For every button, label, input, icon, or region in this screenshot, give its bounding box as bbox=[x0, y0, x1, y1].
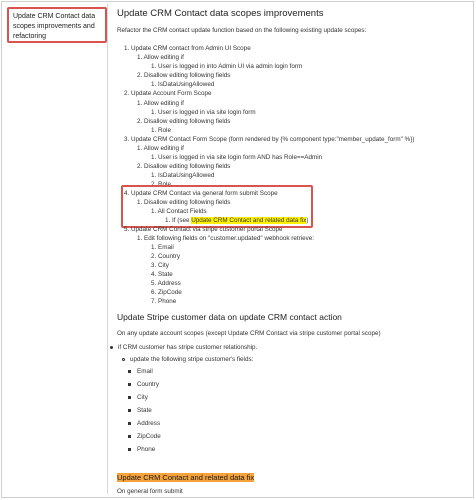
field-item: Country bbox=[128, 381, 159, 388]
field-item: Phone bbox=[128, 446, 155, 453]
list-item: 2. Disallow editing following fields bbox=[137, 118, 231, 125]
list-item: 3. Update CRM Contact Form Scope (form rendered by {% component type:"member_update_form" %}) bbox=[124, 136, 415, 143]
list-item: 4. Update CRM Contact via general form submit Scope bbox=[124, 190, 278, 197]
list-item: 2. Disallow editing following fields bbox=[137, 163, 231, 170]
list-item: 2. Disallow editing following fields bbox=[137, 72, 231, 79]
bullet-square-icon bbox=[128, 435, 131, 438]
section-title: Update Stripe customer data on update CRM contact action bbox=[117, 312, 342, 322]
sidebar-item-crm-scopes[interactable] bbox=[7, 7, 107, 43]
list-item: 1. User is logged in into Admin UI via admin login form bbox=[151, 63, 303, 70]
list-item: 3. City bbox=[151, 262, 169, 269]
field-item: Email bbox=[128, 368, 153, 375]
section-intro: On general form submit bbox=[117, 488, 183, 495]
list-item: 2. Role bbox=[151, 181, 171, 188]
list-item: 6. ZipCode bbox=[151, 289, 182, 296]
highlighted-link[interactable]: Update CRM Contact and related data fix bbox=[191, 217, 307, 224]
section-intro: On any update account scopes (except Update CRM Contact via stripe customer portal scope) bbox=[117, 330, 381, 337]
list-item: 1. All Contact Fields bbox=[151, 208, 207, 215]
list-item: 1. Update CRM contact from Admin UI Scope bbox=[124, 45, 251, 52]
section-title-text: Update CRM Contact and related data fix bbox=[117, 473, 255, 482]
section-title bbox=[117, 473, 254, 482]
bullet-item bbox=[122, 356, 253, 363]
bullet-dot-icon bbox=[110, 346, 113, 349]
list-item: 2. Update Account Form Scope bbox=[124, 90, 212, 97]
bullet-square-icon bbox=[128, 409, 131, 412]
list-item: 1. IsDataUsingAllowed bbox=[151, 172, 215, 179]
sidebar-item-label: Update CRM Contact data scopes improvements and refactoring bbox=[13, 13, 96, 40]
annotation-box bbox=[121, 185, 313, 228]
bullet-text: if CRM customer has stripe customer relationship. bbox=[118, 344, 258, 351]
field-item: City bbox=[128, 394, 148, 401]
list-item: 4. State bbox=[151, 271, 173, 278]
list-item: 1. Allow editing if bbox=[137, 145, 184, 152]
sidebar bbox=[4, 4, 108, 494]
bullet-item bbox=[110, 344, 257, 351]
bullet-square-icon bbox=[128, 370, 131, 373]
list-item: 1. User is logged in via site login form bbox=[151, 109, 256, 116]
list-item: 7. Phone bbox=[151, 298, 177, 305]
bullet-text: update the following stripe customer's fields: bbox=[130, 356, 254, 363]
section-title: Update CRM Contact data scopes improvements bbox=[117, 8, 324, 19]
list-item-prefix: 1. If (see bbox=[165, 217, 192, 224]
field-item: Address bbox=[128, 420, 160, 427]
list-item-suffix: ) bbox=[306, 217, 309, 224]
field-item: ZipCode bbox=[128, 433, 161, 440]
list-item: 1. Email bbox=[151, 244, 174, 251]
list-item: 1. Role bbox=[151, 127, 171, 134]
list-item: 1. Disallow editing following fields bbox=[137, 199, 231, 206]
bullet-circle-icon bbox=[122, 358, 125, 361]
list-item: 1. Edit following fields on "customer.updated" webhook retrieve: bbox=[137, 235, 315, 242]
bullet-square-icon bbox=[128, 396, 131, 399]
list-item: 2. Country bbox=[151, 253, 181, 260]
list-item: 1. Allow editing if bbox=[137, 100, 184, 107]
list-item: 1. Allow editing if bbox=[137, 54, 184, 61]
list-item: 5. Update CRM Contact via stripe customer portal Scope bbox=[124, 226, 283, 233]
section-intro: Refactor the CRM contact update function based on the following existing update scopes: bbox=[117, 27, 367, 34]
bullet-square-icon bbox=[128, 422, 131, 425]
field-item: State bbox=[128, 407, 152, 414]
bullet-square-icon bbox=[128, 383, 131, 386]
list-item: 1. IsDataUsingAllowed bbox=[151, 81, 215, 88]
list-item: 1. User is logged in via site login form AND has Role==Admin bbox=[151, 154, 323, 161]
list-item: 5. Address bbox=[151, 280, 181, 287]
bullet-square-icon bbox=[128, 448, 131, 451]
